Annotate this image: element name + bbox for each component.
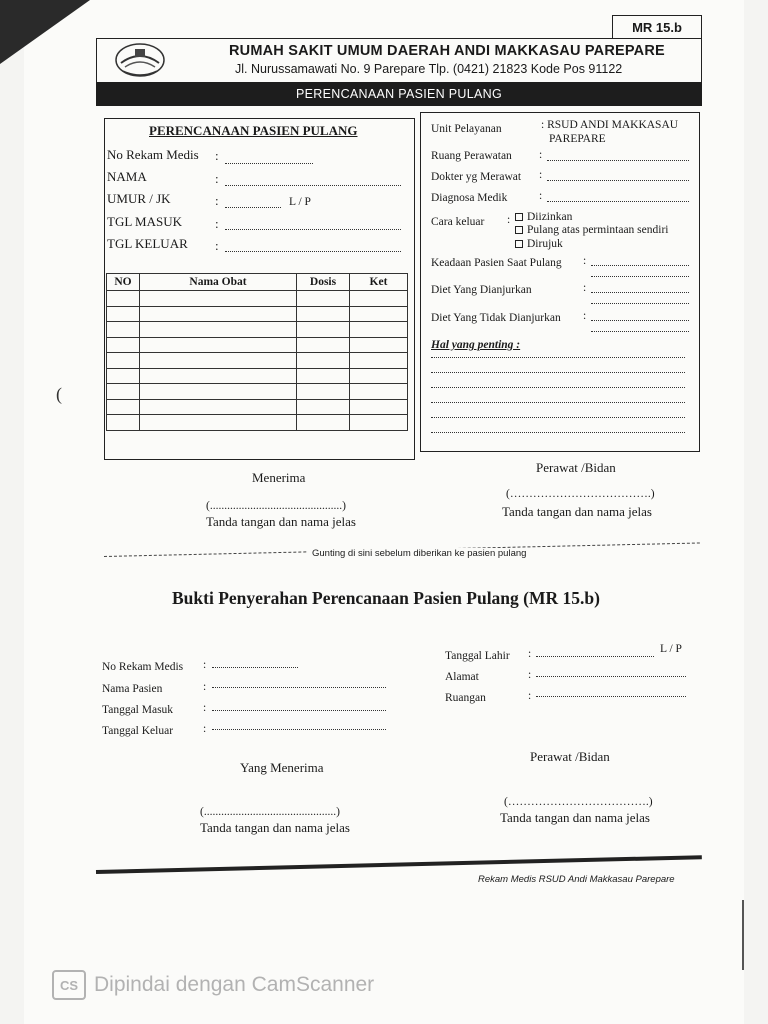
receipt-ruangan-label: Ruangan	[445, 692, 486, 704]
field-colon: :	[203, 681, 207, 693]
footer-text: Rekam Medis RSUD Andi Makkasau Parepare	[478, 874, 675, 885]
receipt-nama-pasien-label: Nama Pasien	[102, 683, 163, 695]
option-dirujuk[interactable]	[515, 238, 563, 250]
keadaan-pasien-label: Keadaan Pasien Saat Pulang	[431, 257, 562, 269]
diagnosa-label: Diagnosa Medik	[431, 192, 508, 204]
field-label-umur-jk: UMUR / JK	[107, 191, 171, 206]
table-row[interactable]	[107, 368, 408, 384]
field-colon: :	[215, 238, 219, 253]
diet-tidak-dianjurkan-field-2[interactable]	[591, 331, 689, 332]
left-panel	[104, 118, 415, 460]
table-row[interactable]	[107, 291, 408, 307]
unit-pelayanan-value-cont: PAREPARE	[549, 133, 606, 145]
hal-penting-line[interactable]	[431, 402, 685, 403]
receipt-signature-line-left[interactable]: (..............................................)	[200, 806, 340, 818]
table-row[interactable]	[107, 337, 408, 353]
gender-options: L / P	[289, 196, 311, 208]
menerima-label: Menerima	[252, 470, 306, 485]
option-label: Pulang atas permintaan sendiri	[527, 224, 669, 236]
receipt-alamat-label: Alamat	[445, 671, 479, 683]
signature-line-left[interactable]: (..............................................)	[206, 500, 346, 512]
receipt-ruangan-field[interactable]	[536, 696, 686, 697]
no-rekam-medis-field[interactable]	[225, 163, 313, 164]
table-header-nama-obat: Nama Obat	[140, 274, 297, 291]
table-row[interactable]	[107, 384, 408, 400]
medication-table	[106, 273, 408, 431]
ruang-perawatan-label: Ruang Perawatan	[431, 150, 512, 162]
table-row[interactable]	[107, 399, 408, 415]
hal-penting-line[interactable]	[431, 417, 685, 418]
field-colon: :	[583, 282, 587, 294]
field-colon: :	[215, 148, 219, 163]
field-label-no-rekam-medis: No Rekam Medis	[107, 147, 199, 162]
field-colon: :	[215, 193, 219, 208]
diet-dianjurkan-label: Diet Yang Dianjurkan	[431, 284, 532, 296]
umur-field[interactable]	[225, 207, 281, 208]
cara-keluar-label: Cara keluar	[431, 216, 485, 228]
hospital-name: RUMAH SAKIT UMUM DAERAH ANDI MAKKASAU PAREPARE	[229, 43, 665, 59]
checkbox-icon[interactable]	[515, 240, 523, 248]
camscanner-logo-icon: CS	[52, 970, 86, 1000]
receipt-gender-options: L / P	[660, 643, 682, 655]
checkbox-icon[interactable]	[515, 213, 523, 221]
receipt-tanggal-lahir-field[interactable]	[536, 656, 654, 657]
field-colon: :	[539, 190, 543, 202]
hospital-header	[96, 38, 702, 83]
watermark-text: Dipindai dengan CamScanner	[94, 973, 375, 996]
scan-mark: (	[56, 384, 62, 404]
table-row[interactable]	[107, 306, 408, 322]
dokter-field[interactable]	[547, 180, 689, 181]
table-row[interactable]	[107, 322, 408, 338]
dokter-label: Dokter yg Merawat	[431, 171, 522, 183]
unit-pelayanan-label: Unit Pelayanan	[431, 123, 502, 135]
field-colon: :	[583, 255, 587, 267]
camscanner-watermark	[52, 970, 374, 1000]
scan-corner-shadow	[0, 0, 90, 64]
field-colon: :	[203, 659, 207, 671]
perawat-bidan-label: Perawat /Bidan	[536, 460, 616, 475]
table-row[interactable]	[107, 353, 408, 369]
receipt-no-rekam-medis-field[interactable]	[212, 667, 298, 668]
receipt-perawat-bidan-label: Perawat /Bidan	[530, 749, 610, 764]
hal-penting-line[interactable]	[431, 372, 685, 373]
form-code-box: MR 15.b	[612, 15, 702, 39]
receipt-tanggal-lahir-label: Tanggal Lahir	[445, 650, 510, 662]
unit-pelayanan-value: : RSUD ANDI MAKKASAU	[541, 119, 679, 131]
diet-tidak-dianjurkan-field[interactable]	[591, 320, 689, 321]
signature-caption-left: Tanda tangan dan nama jelas	[206, 514, 356, 529]
field-colon: :	[528, 690, 532, 702]
receipt-tanggal-masuk-field[interactable]	[212, 710, 386, 711]
nama-field[interactable]	[225, 185, 401, 186]
field-label-tgl-masuk: TGL MASUK	[107, 214, 182, 229]
receipt-alamat-field[interactable]	[536, 676, 686, 677]
table-header-no: NO	[107, 274, 140, 291]
tgl-keluar-field[interactable]	[225, 251, 401, 252]
tgl-masuk-field[interactable]	[225, 229, 401, 230]
receipt-no-rekam-medis-label: No Rekam Medis	[102, 661, 184, 673]
hal-penting-line[interactable]	[431, 432, 685, 433]
field-colon: :	[528, 669, 532, 681]
field-colon: :	[539, 169, 543, 181]
field-colon: :	[583, 310, 587, 322]
cut-instruction: Gunting di sini sebelum diberikan ke pasien pulang	[308, 548, 530, 559]
receipt-yang-menerima-label: Yang Menerima	[240, 760, 324, 775]
hal-penting-line[interactable]	[431, 357, 685, 358]
field-colon: :	[203, 723, 207, 735]
table-header-ket: Ket	[350, 274, 408, 291]
field-label-nama: NAMA	[107, 169, 147, 184]
ruang-perawatan-field[interactable]	[547, 160, 689, 161]
receipt-tanggal-masuk-label: Tanggal Masuk	[102, 704, 174, 716]
form-banner: PERENCANAAN PASIEN PULANG	[96, 82, 702, 106]
field-colon: :	[215, 216, 219, 231]
receipt-signature-line-right[interactable]: (……………………………….)	[504, 796, 653, 808]
option-label: Diizinkan	[527, 211, 573, 223]
receipt-signature-caption-left: Tanda tangan dan nama jelas	[200, 820, 350, 835]
hal-penting-label: Hal yang penting :	[431, 339, 521, 351]
field-colon: :	[507, 214, 511, 226]
page-edge-mark	[742, 900, 744, 970]
option-pulang-atas-permintaan[interactable]	[515, 224, 668, 236]
diet-dianjurkan-field-2[interactable]	[591, 303, 689, 304]
signature-caption-right: Tanda tangan dan nama jelas	[502, 504, 652, 519]
field-colon: :	[539, 149, 543, 161]
keadaan-pasien-field-2[interactable]	[591, 276, 689, 277]
hal-penting-line[interactable]	[431, 387, 685, 388]
field-colon: :	[215, 171, 219, 186]
field-label-tgl-keluar: TGL KELUAR	[107, 236, 188, 251]
option-label: Dirujuk	[527, 238, 563, 250]
field-colon: :	[528, 648, 532, 660]
receipt-tanggal-keluar-label: Tanggal Keluar	[102, 725, 174, 737]
table-header-dosis: Dosis	[297, 274, 350, 291]
diet-tidak-dianjurkan-label: Diet Yang Tidak Dianjurkan	[431, 312, 561, 324]
keadaan-pasien-field[interactable]	[591, 265, 689, 266]
right-panel	[420, 112, 700, 452]
field-colon: :	[203, 702, 207, 714]
signature-line-right[interactable]: (……………………………….)	[506, 488, 655, 500]
left-panel-title: PERENCANAAN PASIEN PULANG	[149, 123, 358, 138]
table-row[interactable]	[107, 415, 408, 431]
receipt-title: Bukti Penyerahan Perencanaan Pasien Pulang (MR 15.b)	[172, 588, 600, 608]
option-diizinkan[interactable]	[515, 211, 572, 223]
receipt-tanggal-keluar-field[interactable]	[212, 729, 386, 730]
diagnosa-field[interactable]	[547, 201, 689, 202]
diet-dianjurkan-field[interactable]	[591, 292, 689, 293]
receipt-nama-pasien-field[interactable]	[212, 687, 386, 688]
cut-line	[104, 546, 700, 566]
hospital-address: Jl. Nurussamawati No. 9 Parepare Tlp. (0421) 21823 Kode Pos 91122	[235, 62, 623, 76]
checkbox-icon[interactable]	[515, 226, 523, 234]
hospital-logo-icon	[113, 41, 167, 79]
receipt-signature-caption-right: Tanda tangan dan nama jelas	[500, 810, 650, 825]
